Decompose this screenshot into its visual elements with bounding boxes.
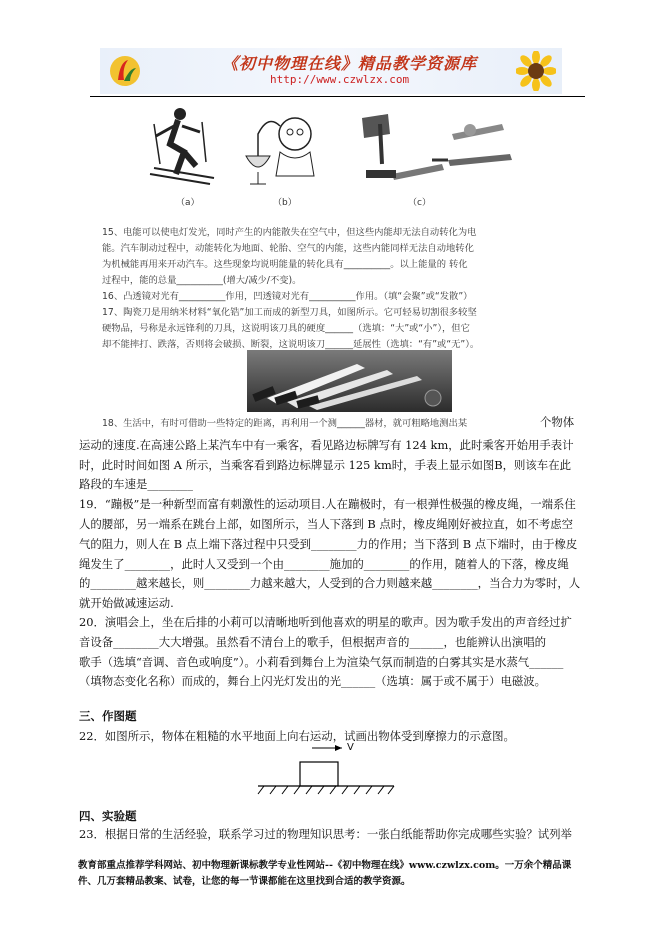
body-line: 音设备________大大增强。虽然看不清台上的歌手，但根据声音的______，也能辨认出演唱的: [79, 635, 547, 649]
body-line: 时，此时时间如图 A 所示，当乘客看到路边标牌显示 125 km时，手表上显示如图B，则该车在此: [79, 458, 571, 472]
section-heading-drawing: 三、作图题: [79, 709, 137, 723]
body-line: 绳发生了________，此时人又受到一个由________施加的________的作用，随着人的下落，橡皮绳: [79, 557, 569, 571]
body-line: 运动的速度.在高速公路上某汽车中有一乘客，看见路边标牌写有 124 km，此时乘客开始用手表计: [79, 438, 574, 452]
body-line: 的________越来越长，则________力越来越大，人受到的合力则越来越________，当合力为零时，人: [79, 576, 581, 590]
body-line: 20．演唱会上，坐在后排的小莉可以清晰地听到他喜欢的明星的歌声。因为歌手发出的声音经过扩: [79, 615, 572, 629]
body-line: 歌手（选填“音调、音色或响度”）。小莉看到舞台上为渲染气氛而制造的白雾其实是水蒸气______: [79, 655, 564, 669]
scan-line: 15、电能可以使电灯发光，同时产生的内能散失在空气中，但这些内能却无法自动转化为电: [102, 227, 477, 238]
scan-line: 过程中，能的总量__________(增大/减少/不变)。: [102, 275, 302, 286]
figure-label-b: （b）: [273, 198, 297, 208]
banner-url[interactable]: http://www.czwlzx.com: [270, 73, 410, 86]
ceramic-knives-photo: [247, 350, 452, 412]
scan-line: 能。汽车制动过程中，动能转化为地面、轮胎、空气的内能，这些内能同样无法自动地转化: [102, 243, 474, 254]
site-logo-icon: [108, 54, 142, 88]
skier-figure-icon: [140, 104, 220, 189]
scan-line-q18: 18、生活中，有时可借助一些特定的距离，再利用一个测______器材，就可粗略地测出某: [102, 418, 468, 429]
footer-line: 教育部重点推荐学科网站、初中物理新课标教学专业性网站--《初中物理在线》www.czwlzx.com。一万余个精品课: [78, 860, 572, 871]
velocity-label: V: [347, 742, 354, 753]
q18-tail: 个物体: [540, 415, 575, 429]
q22-text: 22．如图所示，物体在粗糙的水平地面上向右运动，试画出物体受到摩擦力的示意图。: [79, 729, 515, 743]
body-line: 人的腰部，另一端系在跳台上部，如图所示，当人下落到 B 点时，橡皮绳刚好被拉直，如不考虑空: [79, 517, 574, 531]
header-rule: [90, 96, 585, 97]
scan-line: 16、凸透镜对光有__________作用，凹透镜对光有__________作用。（填“会聚”或“发散”）: [102, 291, 473, 302]
tools-figure-icon: [352, 108, 522, 188]
q23-text: 23．根据日常的生活经验，联系学习过的物理知识思考：一张白纸能帮助你完成哪些实验？试列举: [79, 827, 572, 841]
block-on-ground-diagram: [250, 740, 400, 800]
body-line: 19．“蹦极”是一种新型而富有刺激性的运动项目.人在蹦极时，有一根弹性极强的橡皮绳，一端系住: [79, 497, 576, 511]
footer-line: 件、几万套精品教案、试卷，让您的每一节课都能在这里找到合适的教学资源。: [78, 876, 411, 887]
figure-label-a: （a）: [176, 198, 200, 208]
scan-line: 17、陶瓷刀是用纳米材料“氧化锆”加工而成的新型刀具，如图所示。它可轻易切割很多较坚: [102, 307, 477, 318]
scan-line: 硬物品，号称是永远锋利的刀具，这说明该刀具的硬度______（选填：“大”或“小”），但它: [102, 323, 470, 334]
sunflower-icon: [516, 51, 556, 91]
figure-label-c: （c）: [408, 198, 431, 208]
body-line: 路段的车速是________: [79, 477, 193, 491]
body-line: 气的阻力，则人在 B 点上端下落过程中只受到________力的作用；当下落到 B 点下端时，由于橡皮: [79, 537, 578, 551]
section-heading-experiment: 四、实验题: [79, 809, 137, 823]
straw-drinking-figure-icon: [240, 104, 320, 189]
body-line: （填物态变化名称）而成的，舞台上闪光灯发出的光______（选填：属于或不属于）电磁波。: [79, 674, 547, 688]
banner-title: 《初中物理在线》精品教学资源库: [222, 54, 478, 73]
body-line: 就开始做减速运动.: [79, 596, 174, 610]
scan-line: 为机械能再用来开动汽车。这些现象均说明能量的转化具有__________。以上能量的 转化: [102, 259, 468, 270]
scan-line: 却不能摔打、跌落，否则将会破损、断裂，这说明该刀______延展性（选填：“有”或“无”）。: [102, 339, 480, 350]
header-banner: [100, 48, 562, 94]
